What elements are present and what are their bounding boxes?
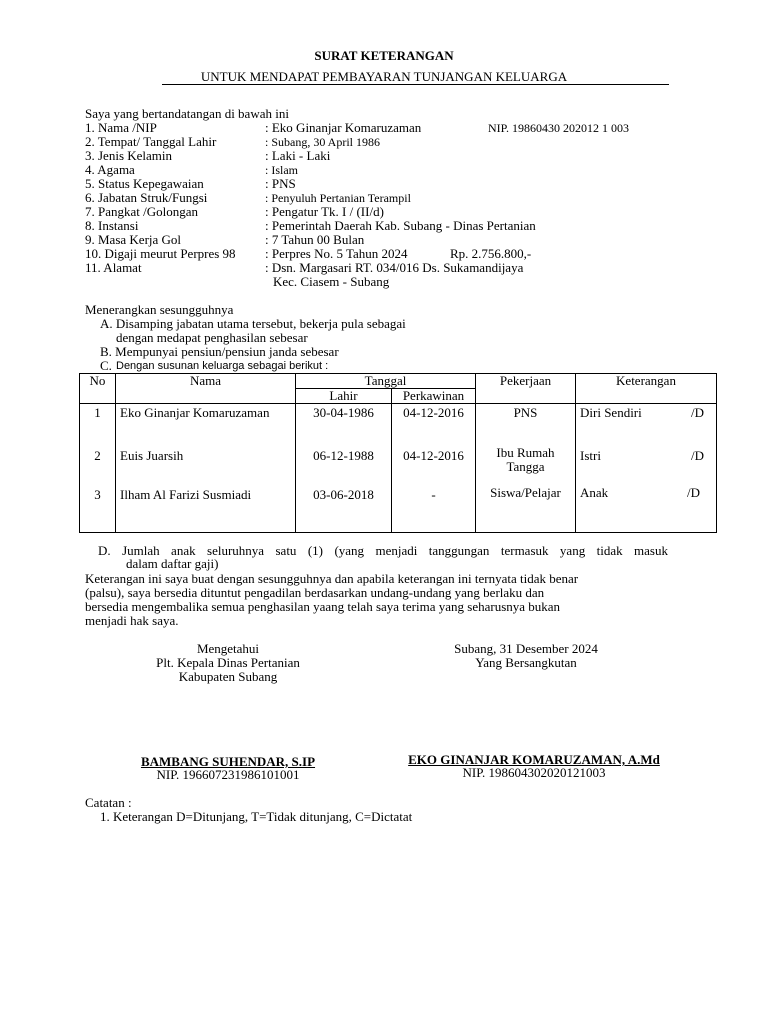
field-value: : Eko Ginanjar Komaruzaman xyxy=(265,120,422,135)
document-title: SURAT KETERANGAN xyxy=(314,48,454,63)
table-row xyxy=(80,486,717,533)
field-label: 1. Nama /NIP xyxy=(85,120,157,135)
col-header-no: No xyxy=(80,374,116,404)
field-value-line2: Kec. Ciasem - Subang xyxy=(273,274,390,289)
statement-heading: Menerangkan sesungguhnya xyxy=(85,302,234,317)
col-header-tanggal: Tanggal xyxy=(296,374,476,389)
cell-no: 3 xyxy=(80,486,116,533)
statement-c-text: Dengan susunan keluarga sebagai berikut : xyxy=(116,360,329,372)
sign-left-l3: Kabupaten Subang xyxy=(178,669,278,684)
notes-item: 1. Keterangan D=Ditunjang, T=Tidak ditunjang, C=Dictatat xyxy=(100,809,413,824)
statement-b: B. Mempunyai pensiun/pensiun janda sebesar xyxy=(100,344,339,359)
field-label: 3. Jenis Kelamin xyxy=(85,148,173,163)
cell-nama: Ilham Al Farizi Susmiadi xyxy=(116,486,296,533)
col-header-pekerjaan: Pekerjaan xyxy=(476,374,576,404)
cell-nama: Euis Juarsih xyxy=(116,446,296,486)
subtitle-underline xyxy=(162,84,669,85)
intro-text: Saya yang bertandatangan di bawah ini xyxy=(85,106,289,121)
cell-no: 1 xyxy=(80,404,116,446)
field-label: 7. Pangkat /Golongan xyxy=(85,204,199,219)
field-label: 8. Instansi xyxy=(85,218,139,233)
cell-keterangan xyxy=(576,486,717,533)
sign-left-l1: Mengetahui xyxy=(196,641,260,656)
statement-a: A. Disamping jabatan utama tersebut, bekerja pula sebagai xyxy=(100,316,406,331)
statement-d-cont: dalam daftar gaji) xyxy=(126,556,219,571)
field-value: : Islam xyxy=(265,163,298,177)
field-value: : Subang, 30 April 1986 xyxy=(265,135,381,149)
statement-d: D. Jumlah anak seluruhnya satu (1) (yang menjadi tanggungan termasuk yang tidak masuk xyxy=(98,543,668,558)
sign-right-nip: NIP. 198604302020121003 xyxy=(462,765,606,780)
field-label: 10. Digaji meurut Perpres 98 xyxy=(85,246,236,261)
field-label: 5. Status Kepegawaian xyxy=(85,176,204,191)
field-extra: Rp. 2.756.800,- xyxy=(450,246,532,261)
field-value: : Dsn. Margasari RT. 034/016 Ds. Sukamandijaya xyxy=(265,260,524,275)
field-label: 9. Masa Kerja Gol xyxy=(85,232,182,247)
keterangan-text: Diri Sendiri xyxy=(580,405,642,420)
field-value: : Pengatur Tk. I / (II/d) xyxy=(265,204,384,219)
col-header-perkawinan: Perkawinan xyxy=(392,389,476,404)
col-header-keterangan: Keterangan xyxy=(576,374,717,404)
field-value: : 7 Tahun 00 Bulan xyxy=(265,232,365,247)
field-value: : Perpres No. 5 Tahun 2024 xyxy=(265,246,408,261)
field-value: : Pemerintah Daerah Kab. Subang - Dinas Pertanian xyxy=(265,218,536,233)
field-label: 11. Alamat xyxy=(85,260,142,275)
family-table xyxy=(79,373,717,533)
closing-line: Keterangan ini saya buat dengan sesungguhnya dan apabila keterangan ini ternyata tidak benar xyxy=(85,571,579,586)
closing-line: bersedia mengembalika semua penghasilan yaang telah saya terima yang seharusnya bukan xyxy=(85,599,561,614)
keterangan-code: /D xyxy=(691,405,704,420)
closing-line: (palsu), saya bersedia dituntut pengadilan berdasarkan undang-undang yang berlaku dan xyxy=(85,585,545,600)
cell-perkawinan: 04-12-2016 xyxy=(392,446,476,486)
cell-perkawinan: - xyxy=(392,486,476,533)
sign-left-l2: Plt. Kepala Dinas Pertanian xyxy=(156,655,300,670)
cell-keterangan xyxy=(576,404,717,446)
cell-lahir: 06-12-1988 xyxy=(296,446,392,486)
cell-pekerjaan: PNS xyxy=(476,404,576,446)
sign-right-role: Yang Bersangkutan xyxy=(475,655,577,670)
sign-right-name: EKO GINANJAR KOMARUZAMAN, A.Md xyxy=(408,752,660,767)
field-value: : Penyuluh Pertanian Terampil xyxy=(265,191,411,205)
cell-pekerjaan: Siswa/Pelajar xyxy=(476,486,576,533)
closing-line: menjadi hak saya. xyxy=(85,613,179,628)
table-row xyxy=(80,446,717,486)
field-label: 2. Tempat/ Tanggal Lahir xyxy=(85,134,217,149)
col-header-nama: Nama xyxy=(116,374,296,404)
table-row xyxy=(80,404,717,446)
statement-c-letter: C. xyxy=(100,358,112,373)
col-header-lahir: Lahir xyxy=(296,389,392,404)
field-label: 4. Agama xyxy=(85,162,135,177)
field-value: : PNS xyxy=(265,176,296,191)
cell-perkawinan: 04-12-2016 xyxy=(392,404,476,446)
keterangan-text: Anak xyxy=(580,484,609,500)
field-label: 6. Jabatan Struk/Fungsi xyxy=(85,190,208,205)
cell-lahir: 30-04-1986 xyxy=(296,404,392,446)
keterangan-code: /D xyxy=(687,484,700,500)
keterangan-code: /D xyxy=(691,447,704,463)
field-extra: NIP. 19860430 202012 1 003 xyxy=(488,121,630,135)
sign-right-place-date: Subang, 31 Desember 2024 xyxy=(454,641,598,656)
cell-pekerjaan: Ibu Rumah Tangga xyxy=(476,446,576,486)
keterangan-text: Istri xyxy=(580,447,601,463)
sign-left-name: BAMBANG SUHENDAR, S.IP xyxy=(140,754,316,769)
field-value: : Laki - Laki xyxy=(265,148,331,163)
cell-no: 2 xyxy=(80,446,116,486)
sign-left-nip: NIP. 196607231986101001 xyxy=(156,767,300,782)
notes-heading: Catatan : xyxy=(85,795,132,810)
cell-nama: Eko Ginanjar Komaruzaman xyxy=(116,404,296,446)
cell-keterangan xyxy=(576,446,717,486)
cell-lahir: 03-06-2018 xyxy=(296,486,392,533)
statement-a-cont: dengan medapat penghasilan sebesar xyxy=(116,330,308,345)
document-subtitle: UNTUK MENDAPAT PEMBAYARAN TUNJANGAN KELUARGA xyxy=(200,69,568,84)
